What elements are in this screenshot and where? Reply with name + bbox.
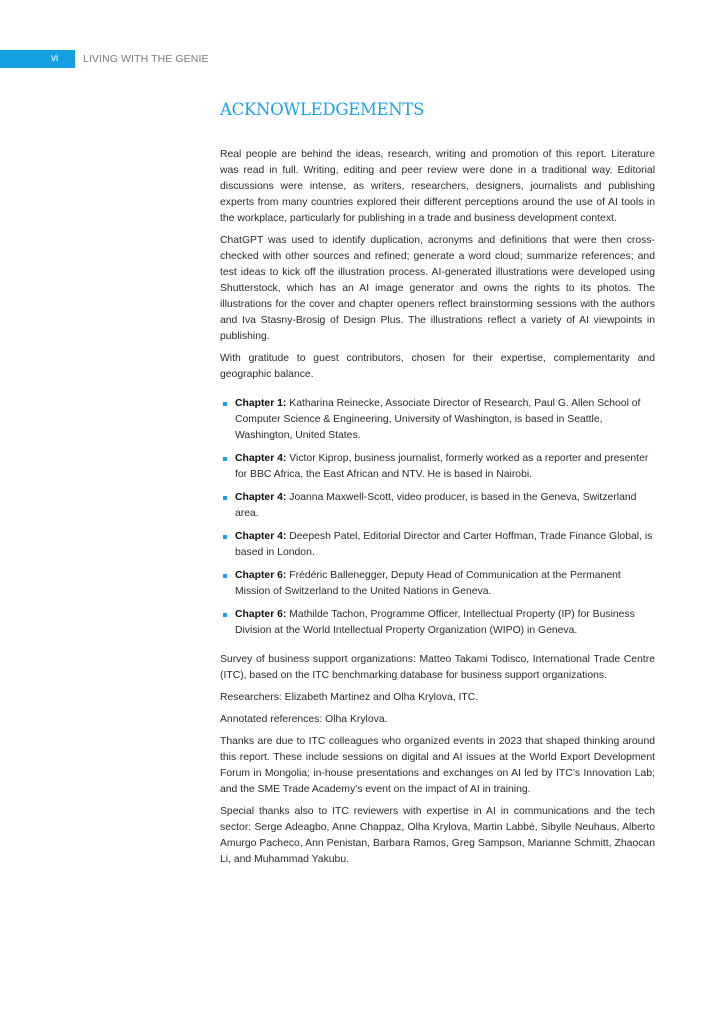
chapter-label: Chapter 6:	[235, 570, 287, 581]
list-item	[220, 529, 655, 561]
list-item	[220, 451, 655, 483]
contributor-text: Deepesh Patel, Editorial Director and Carter Hoffman, Trade Finance Global, is based in London.	[235, 531, 653, 558]
chapter-label: Chapter 4:	[235, 453, 287, 464]
bullet-icon	[223, 535, 227, 539]
page-title: ACKNOWLEDGEMENTS	[220, 100, 425, 119]
contributor-text: Katharina Reinecke, Associate Director of Research, Paul G. Allen School of Computer Science & Engineering, University of Washington, is based in Seattle, Washington, United States.	[235, 398, 641, 441]
paragraph: Researchers: Elizabeth Martinez and Olha Krylova, ITC.	[220, 692, 479, 703]
paragraph: Thanks are due to ITC colleagues who organized events in 2023 that shaped thinking around this report. These include sessions on digital and AI issues at the World Export Development Forum in Mongolia; in-house presentations and exchanges on AI led by ITC’s Innovation Lab; and the SME Trade Academy’s event on the impact of AI in training.	[220, 736, 655, 795]
paragraph: Survey of business support organizations: Matteo Takami Todisco, International Trade Centre (ITC), based on the ITC benchmarking database for business support organizations.	[220, 654, 655, 681]
chapter-label: Chapter 6:	[235, 609, 287, 620]
paragraph: ChatGPT was used to identify duplication, acronyms and definitions that were then cross-checked with other sources and refined; generate a word cloud; summarize references; and test ideas to kick off the illustration process. AI-generated illustrations were developed using Shutterstock, which has an AI image generator and owns the rights to its photos. The illustrations for the cover and chapter openers reflect brainstorming sessions with the authors and Iva Stasny-Brosig of Design Plus. The illustrations reflect a variety of AI viewpoints in publishing.	[220, 235, 655, 342]
bullet-icon	[223, 402, 227, 406]
bullet-icon	[223, 496, 227, 500]
list-item	[220, 568, 655, 600]
contributor-text: Mathilde Tachon, Programme Officer, Intellectual Property (IP) for Business Division at the World Intellectual Property Organization (WIPO) in Geneva.	[235, 609, 635, 636]
bullet-icon	[223, 457, 227, 461]
running-title: LIVING WITH THE GENIE	[83, 53, 209, 65]
contributor-list	[220, 396, 655, 639]
paragraph: With gratitude to guest contributors, chosen for their expertise, complementarity and geographic balance.	[220, 353, 655, 380]
chapter-label: Chapter 4:	[235, 492, 287, 503]
paragraph: Real people are behind the ideas, research, writing and promotion of this report. Literature was read in full. Writing, editing and peer review were done in a traditional way. Editorial discussions were intense, as writers, researchers, designers, journalists and publishing experts from many countries explored their different perceptions around the use of AI tools in the workplace, particularly for publishing in a trade and business development context.	[220, 149, 655, 224]
contributor-text: Frédéric Ballenegger, Deputy Head of Communication at the Permanent Mission of Switzerland to the United Nations in Geneva.	[235, 570, 621, 597]
paragraph: Special thanks also to ITC reviewers with expertise in AI in communications and the tech sector: Serge Adeagbo, Anne Chappaz, Olha Krylova, Martin Labbé, Sibylle Neuhaus, Alberto Amurgo Pacheco, Ann Penistan, Barbara Ramos, Greg Sampson, Marianne Schmitt, Zhaocan Li, and Muhammad Yakubu.	[220, 806, 655, 865]
page-number: vi	[51, 53, 59, 64]
bullet-icon	[223, 613, 227, 617]
page-number-bar	[0, 50, 75, 68]
contributor-text: Joanna Maxwell-Scott, video producer, is based in the Geneva, Switzerland area.	[235, 492, 637, 519]
chapter-label: Chapter 4:	[235, 531, 287, 542]
list-item	[220, 607, 655, 639]
contributor-text: Victor Kiprop, business journalist, formerly worked as a reporter and presenter for BBC Africa, the East African and NTV. He is based in Nairobi.	[235, 453, 649, 480]
list-item	[220, 490, 655, 522]
list-item	[220, 396, 655, 444]
body-text	[220, 147, 655, 874]
chapter-label: Chapter 1:	[235, 398, 287, 409]
bullet-icon	[223, 574, 227, 578]
paragraph: Annotated references: Olha Krylova.	[220, 714, 388, 725]
